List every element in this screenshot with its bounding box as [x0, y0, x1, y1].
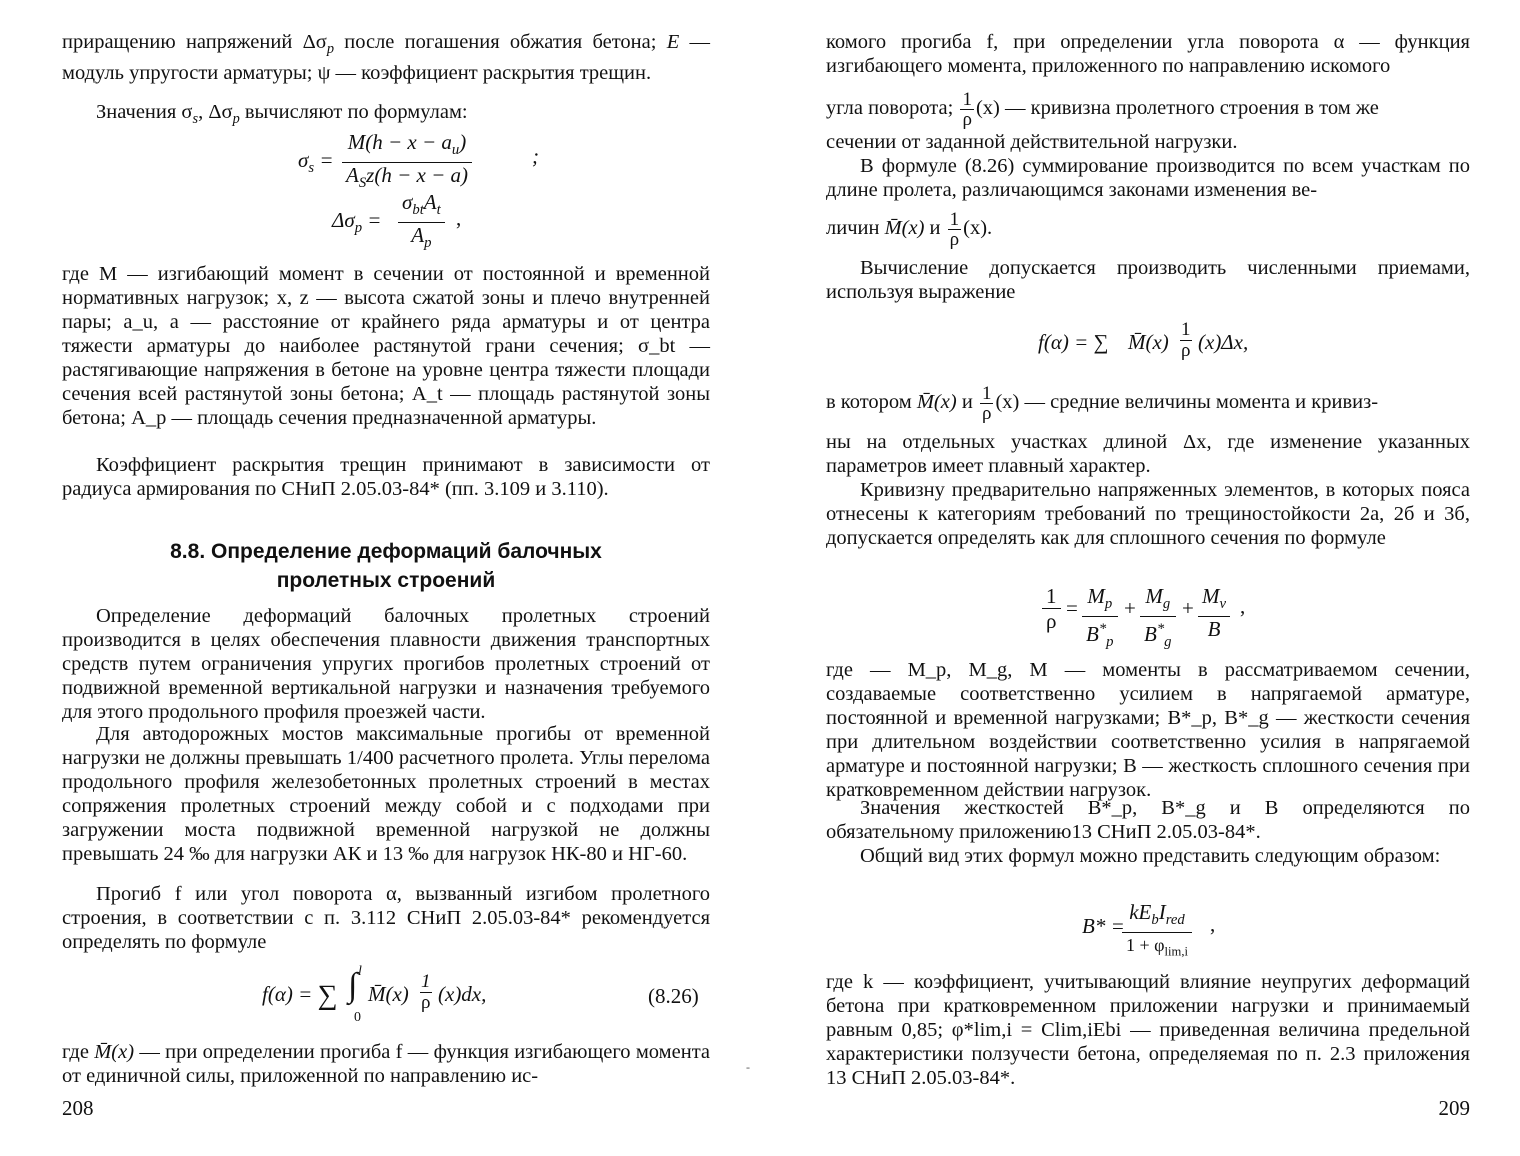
- right-paragraph-2: сечении от заданной действительной нагрузки.: [826, 131, 1238, 153]
- left-page: [62, 0, 710, 1156]
- right-paragraph-10: где k — коэффициент, учитывающий влияние неупругих деформаций бетона при кратковременном приложении нагрузки и принимаемый равным 0,85; φ*lim,i = Clim,iEbi — приведенная величина предельной характеристики ползучести бетона, определяемая по п. 2.3 приложения 13 СНиП 2.05.03-84*.: [826, 971, 1470, 1089]
- section-heading: 8.8. Определение деформаций балочных пролетных строений: [170, 540, 602, 592]
- left-paragraph-4: Коэффициент раскрытия трещин принимают в зависимости от радиуса армирования по СНиП 2.05.03-84* (пп. 3.109 и 3.110).: [62, 454, 710, 500]
- page-number-left: 208: [62, 1096, 94, 1120]
- right-paragraph-7: где — M_p, M_g, M — моменты в рассматриваемом сечении, создаваемые соответственно усилием в напрягаемой арматуре, постоянной и временной нагрузками; B*_p, B*_g — жесткости сечения при длительном воздействии соответственно усилия в напрягаемой арматуре и постоянной нагрузки; B — жесткость сплошного сечения при кратковременном действии нагрузок.: [826, 659, 1470, 801]
- right-paragraph-4: Вычисление допускается производить численными приемами, используя выражение: [826, 257, 1470, 303]
- right-paragraph-9: Общий вид этих формул можно представить следующим образом:: [860, 845, 1441, 867]
- left-paragraph-5: Определение деформаций балочных пролетных строений производится в целях обеспечения плавности движения транспортных средств путем ограничения упругих прогибов пролетных строений от подвижной временной вертикальной нагрузки и назначения требуемого для этого продольного профиля проезжей части.: [62, 605, 710, 723]
- print-mark: -: [746, 1060, 750, 1074]
- right-page: [826, 0, 1470, 1156]
- left-paragraph-6: Для автодорожных мостов максимальные прогибы от временной нагрузки не должны превышать 1/400 расчетного пролета. Углы перелома продольного профиля железобетонных пролетных строений в местах сопряжения пролетных строений между собой и с подходами при загружении моста подвижной временной нагрузкой не должны превышать 24 ‰ для нагрузки АК и 13 ‰ для нагрузок НК-80 и НГ-60.: [62, 723, 710, 865]
- formula-stiffness: B* = $kE_bI_{red}$ $1 + \varphi_{lim,i}$ ,: [1082, 900, 1216, 959]
- right-paragraph-6: Кривизну предварительно напряженных элементов, в которых пояса отнесены к категориям требований по трещиностойкости 2а, 2б и 3б, допускается определять как для сплошного сечения по формуле: [826, 479, 1470, 549]
- formula-curvature: $\frac{1}{\rho}$ = $\frac{M_p}{B^*_p}$ + $\frac{M_g}{B^*_g}$ + $\frac{M_v}{B}$ ,: [826, 584, 1470, 640]
- formula-sum-numeric: f(α) = ∑ M̄(x) $\frac{1}{\rho}$ (x)Δx,: [1038, 319, 1249, 361]
- right-line-averages: в котором M̄(x) и $\frac{1}{\rho}$ (x) — средние величины момента и кривиз-: [826, 383, 1379, 424]
- left-paragraph-7: Прогиб f или угол поворота α, вызванный изгибом пролетного строения, в соответствии с п. 3.112 СНиП 2.05.03-84* рекомендуется определять по формуле: [62, 883, 710, 953]
- right-line-curvature: угла поворота; $\frac{1}{\rho}$ (x) — кривизна пролетного строения в том же: [826, 89, 1379, 130]
- formula-sigma-s: $\sigma_s$ = $M(h - x - a_u)$ $A_Sz(h - x - a)$ ;: [298, 130, 539, 192]
- formula-8-26: f(α) = ∑ l ∫ 0 M̄(x) $\frac{1}{\rho}$ (x)dx, (8.26): [262, 964, 699, 1025]
- right-paragraph-5: ны на отдельных участках длиной Δx, где изменение указанных параметров имеет плавный характер.: [826, 431, 1470, 477]
- left-paragraph-8: где M̄(x) — при определении прогиба f — функция изгибающего момента от единичной силы, приложенной по направлению ис-: [62, 1041, 711, 1087]
- right-line-values: личин M̄(x) и $\frac{1}{\rho}$ (x).: [826, 209, 993, 250]
- left-paragraph-3: где M — изгибающий момент в сечении от постоянной и временной нормативных нагрузок; x, z — высота сжатой зоны и плечо внутренней пары; a_u, a — расстояние от крайнего ряда арматуры и от центра тяжести арматуры до наиболее растянутой грани сечения; σ_bt — растягивающие напряжения в бетоне на уровне центра тяжести площади сечения всей растянутой зоны бетона; A_t — площадь растянутой зоны бетона; A_p — площадь сечения предназначенной арматуры.: [62, 263, 710, 429]
- right-paragraph-3: В формуле (8.26) суммирование производится по всем участкам по длине пролета, различающимся законами изменения ве-: [826, 155, 1470, 201]
- right-paragraph-1: комого прогиба f, при определении угла поворота α — функция изгибающего момента, приложенного по направлению искомого: [826, 31, 1470, 77]
- page-number-right: 209: [1438, 1096, 1470, 1120]
- left-paragraph-1: приращению напряжений $\Delta\sigma_p$ после погашения обжатия бетона; E — модуль упругости арматуры; ψ — коэффициент раскрытия трещин.: [62, 31, 710, 85]
- left-paragraph-2: Значения $\sigma_s$, $\Delta\sigma_p$ вычисляют по формулам:: [96, 101, 468, 128]
- formula-delta-sigma-p: $\Delta\sigma_p$ = $\sigma_{bt}A_t$ $A_p$ ,: [332, 190, 462, 252]
- right-paragraph-8: Значения жесткостей B*_p, B*_g и B определяются по обязательному приложению13 СНиП 2.05.03-84*.: [826, 797, 1470, 843]
- sub-s: s: [308, 160, 315, 177]
